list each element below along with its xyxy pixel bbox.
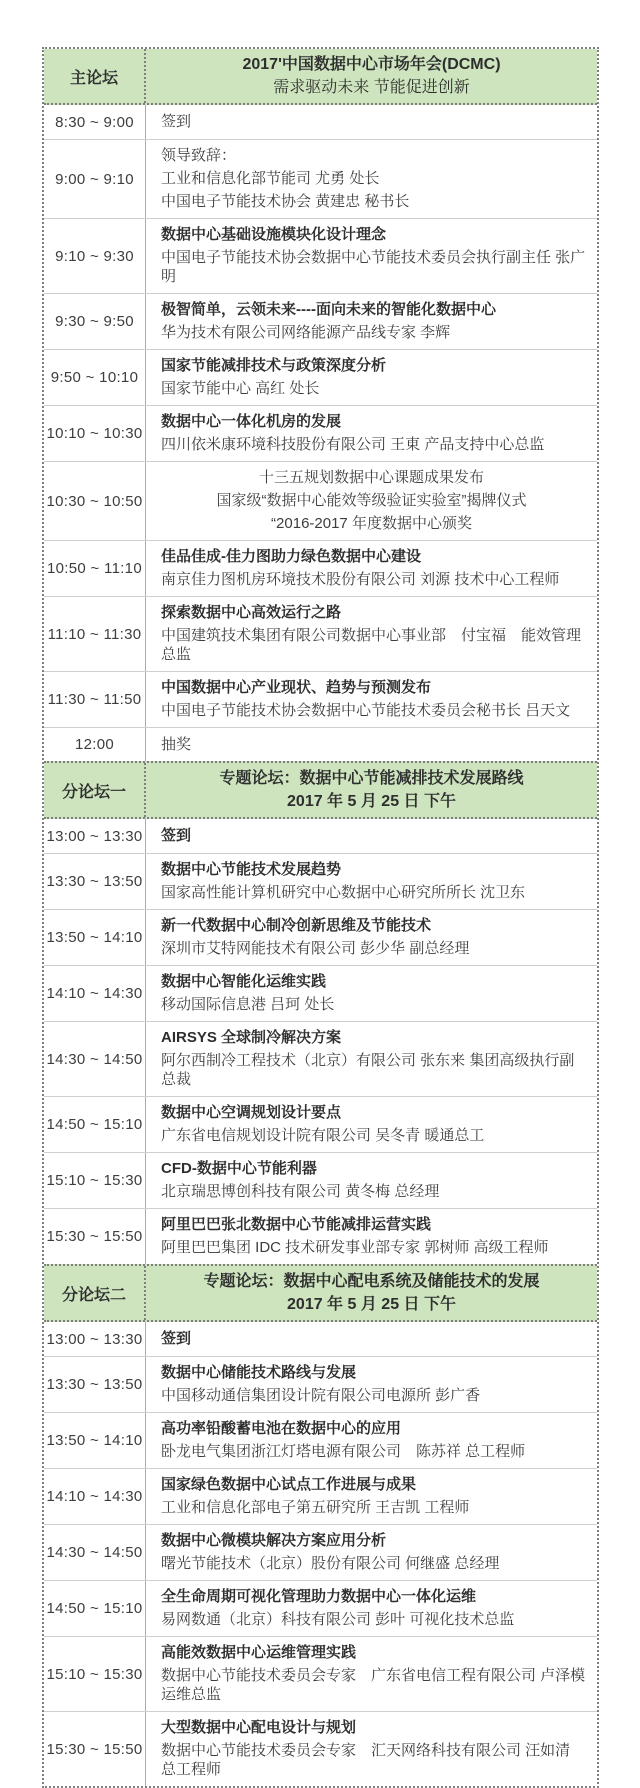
time-cell: 15:10 ~ 15:30 (44, 1153, 146, 1208)
talk-detail: 中国电子节能技术协会 黄建忠 秘书长 (161, 193, 410, 210)
session-cell (146, 1209, 597, 1264)
talk-detail: 工业和信息化部节能司 尤勇 处长 (161, 170, 380, 187)
talk-detail: 北京瑞思博创科技有限公司 黄冬梅 总经理 (161, 1183, 440, 1200)
talk-detail: 中国建筑技术集团有限公司数据中心事业部 付宝福 能效管理总监 (161, 627, 582, 663)
talk-detail: 抽奖 (161, 735, 192, 753)
time-cell: 14:30 ~ 14:50 (44, 1525, 146, 1580)
time-cell: 10:50 ~ 11:10 (44, 541, 146, 596)
time-cell: 12:00 (44, 728, 146, 761)
schedule-row (44, 1152, 597, 1208)
talk-title: 数据中心储能技术路线与发展 (161, 1364, 357, 1381)
talk-detail: 数据中心节能技术委员会专家 广东省电信工程有限公司 卢泽模 运维总监 (161, 1667, 586, 1703)
talk-detail: 签到 (161, 113, 192, 130)
section-title-line: 2017'中国数据中心市场年会(DCMC) (242, 56, 501, 73)
schedule-row (44, 405, 597, 461)
session-cell (146, 406, 597, 461)
section-header-row (44, 1264, 597, 1322)
schedule-row (44, 1412, 597, 1468)
session-cell (146, 966, 597, 1021)
talk-title: 中国数据中心产业现状、趋势与预测发布 (161, 679, 432, 696)
section-title-block (146, 1266, 597, 1320)
time-cell: 14:50 ~ 15:10 (44, 1097, 146, 1152)
talk-title: 签到 (161, 1330, 192, 1347)
session-cell (146, 1413, 597, 1468)
session-cell (146, 1525, 597, 1580)
talk-title: AIRSYS 全球制冷解决方案 (161, 1029, 342, 1046)
time-cell: 9:30 ~ 9:50 (44, 294, 146, 349)
session-cell (146, 597, 597, 671)
session-cell (146, 105, 597, 139)
schedule-row (44, 671, 597, 727)
schedule-row (44, 1021, 597, 1096)
talk-detail: “2016-2017 年度数据中心颁奖 (271, 515, 472, 532)
talk-detail: 深圳市艾特网能技术有限公司 彭少华 副总经理 (161, 940, 470, 957)
session-cell (146, 1637, 597, 1711)
section-label: 主论坛 (44, 49, 146, 103)
session-cell (146, 819, 597, 853)
time-cell: 15:30 ~ 15:50 (44, 1712, 146, 1786)
session-cell (146, 1469, 597, 1524)
schedule-row (44, 596, 597, 671)
schedule-row (44, 1356, 597, 1412)
talk-detail: 华为技术有限公司网络能源产品线专家 李辉 (161, 324, 451, 341)
talk-detail: 移动国际信息港 吕珂 处长 (161, 996, 335, 1013)
section-title-line: 2017 年 5 月 25 日 下午 (287, 1296, 456, 1313)
schedule-row (44, 1096, 597, 1152)
schedule-row (44, 965, 597, 1021)
time-cell: 15:10 ~ 15:30 (44, 1637, 146, 1711)
schedule-row (44, 293, 597, 349)
time-cell: 9:00 ~ 9:10 (44, 140, 146, 218)
talk-detail: 十三五规划数据中心课题成果发布 (258, 469, 484, 486)
talk-detail: 国家高性能计算机研究中心数据中心研究所所长 沈卫东 (161, 884, 526, 901)
talk-detail: 阿里巴巴集团 IDC 技术研发事业部专家 郭树师 高级工程师 (161, 1239, 549, 1256)
talk-title: 数据中心空调规划设计要点 (161, 1104, 342, 1121)
session-cell (146, 1712, 597, 1786)
time-cell: 13:30 ~ 13:50 (44, 854, 146, 909)
schedule-table (42, 47, 599, 1788)
talk-title: 签到 (161, 827, 192, 844)
section-header-row (44, 49, 597, 105)
time-cell: 14:50 ~ 15:10 (44, 1581, 146, 1636)
session-cell (146, 1322, 597, 1356)
schedule-row (44, 1711, 597, 1786)
schedule-row (44, 139, 597, 218)
talk-detail: 阿尔西制冷工程技术（北京）有限公司 张东来 集团高级执行副总裁 (161, 1052, 575, 1088)
schedule-row (44, 349, 597, 405)
time-cell: 13:30 ~ 13:50 (44, 1357, 146, 1412)
session-cell (146, 1153, 597, 1208)
talk-title: 阿里巴巴张北数据中心节能减排运营实践 (161, 1216, 432, 1233)
time-cell: 11:10 ~ 11:30 (44, 597, 146, 671)
schedule-row (44, 218, 597, 293)
time-cell: 13:00 ~ 13:30 (44, 819, 146, 853)
section-header-row (44, 761, 597, 819)
talk-title: 数据中心一体化机房的发展 (161, 413, 342, 430)
schedule-row (44, 540, 597, 596)
talk-title: 全生命周期可视化管理助力数据中心一体化运维 (161, 1588, 477, 1605)
session-cell (146, 672, 597, 727)
talk-title: CFD-数据中心节能利器 (161, 1160, 317, 1177)
time-cell: 8:30 ~ 9:00 (44, 105, 146, 139)
section-title-line: 需求驱动未来 节能促进创新 (273, 79, 470, 96)
session-cell (146, 854, 597, 909)
schedule-row (44, 1580, 597, 1636)
section-title-block (146, 763, 597, 817)
schedule-row (44, 461, 597, 540)
session-cell (146, 1022, 597, 1096)
talk-title: 数据中心智能化运维实践 (161, 973, 327, 990)
talk-detail: 国家节能中心 高红 处长 (161, 380, 320, 397)
time-cell: 13:00 ~ 13:30 (44, 1322, 146, 1356)
talk-title: 数据中心节能技术发展趋势 (161, 861, 342, 878)
talk-detail: 卧龙电气集团浙江灯塔电源有限公司 陈苏祥 总工程师 (161, 1443, 526, 1460)
talk-title: 国家节能减排技术与政策深度分析 (161, 357, 387, 374)
schedule-row (44, 727, 597, 761)
talk-detail: 工业和信息化部电子第五研究所 王吉凯 工程师 (161, 1499, 470, 1516)
section-title-line: 专题论坛：数据中心配电系统及储能技术的发展 (203, 1273, 540, 1290)
talk-title: 数据中心基础设施模块化设计理念 (161, 226, 387, 243)
schedule-row (44, 819, 597, 853)
session-cell (146, 140, 597, 218)
time-cell: 10:10 ~ 10:30 (44, 406, 146, 461)
session-cell (146, 350, 597, 405)
time-cell: 13:50 ~ 14:10 (44, 1413, 146, 1468)
section-title-line: 专题论坛：数据中心节能减排技术发展路线 (219, 770, 524, 787)
schedule-row (44, 1468, 597, 1524)
session-cell (146, 1581, 597, 1636)
talk-detail: 四川依米康环境科技股份有限公司 王東 产品支持中心总监 (161, 436, 545, 453)
schedule-section (44, 49, 597, 761)
time-cell: 9:50 ~ 10:10 (44, 350, 146, 405)
talk-detail: 曙光节能技术（北京）股份有限公司 何继盛 总经理 (161, 1555, 500, 1572)
time-cell: 15:30 ~ 15:50 (44, 1209, 146, 1264)
time-cell: 10:30 ~ 10:50 (44, 462, 146, 540)
talk-detail: 南京佳力图机房环境技术股份有限公司 刘源 技术中心工程师 (161, 571, 560, 588)
talk-title: 国家绿色数据中心试点工作进展与成果 (161, 1476, 417, 1493)
talk-title: 探索数据中心高效运行之路 (161, 604, 342, 621)
talk-title: 大型数据中心配电设计与规划 (161, 1719, 357, 1736)
session-cell (146, 541, 597, 596)
session-cell (146, 462, 597, 540)
talk-title: 佳品佳成-佳力图助力绿色数据中心建设 (161, 548, 421, 565)
talk-detail: 中国电子节能技术协会数据中心节能技术委员会执行副主任 张广明 (161, 249, 586, 285)
session-cell (146, 294, 597, 349)
schedule-row (44, 105, 597, 139)
section-title-line: 2017 年 5 月 25 日 下午 (287, 793, 456, 810)
time-cell: 14:30 ~ 14:50 (44, 1022, 146, 1096)
time-cell: 9:10 ~ 9:30 (44, 219, 146, 293)
talk-title: 高能效数据中心运维管理实践 (161, 1644, 357, 1661)
schedule-row (44, 909, 597, 965)
session-cell (146, 219, 597, 293)
schedule-row (44, 1524, 597, 1580)
section-label: 分论坛二 (44, 1266, 146, 1320)
time-cell: 14:10 ~ 14:30 (44, 1469, 146, 1524)
time-cell: 13:50 ~ 14:10 (44, 910, 146, 965)
talk-detail: 数据中心节能技术委员会专家 汇天网络科技有限公司 汪如清 总工程师 (161, 1742, 571, 1778)
schedule-row (44, 1208, 597, 1264)
schedule-row (44, 853, 597, 909)
session-cell (146, 1097, 597, 1152)
session-cell (146, 910, 597, 965)
talk-title: 数据中心微模块解决方案应用分析 (161, 1532, 387, 1549)
talk-title: 新一代数据中心制冷创新思维及节能技术 (161, 917, 432, 934)
schedule-section (44, 761, 597, 1264)
talk-detail: 国家级“数据中心能效等级验证实验室”揭牌仪式 (216, 492, 527, 509)
session-cell (146, 1357, 597, 1412)
talk-detail: 中国电子节能技术协会数据中心节能技术委员会秘书长 吕天文 (161, 702, 571, 719)
section-title-block (146, 49, 597, 103)
schedule-row (44, 1636, 597, 1711)
schedule-row (44, 1322, 597, 1356)
time-cell: 11:30 ~ 11:50 (44, 672, 146, 727)
time-cell: 14:10 ~ 14:30 (44, 966, 146, 1021)
talk-detail: 广东省电信规划设计院有限公司 吴冬青 暖通总工 (161, 1127, 485, 1144)
talk-title: 高功率铅酸蓄电池在数据中心的应用 (161, 1420, 402, 1437)
talk-detail: 领导致辞： (161, 147, 237, 164)
talk-detail: 易网数通（北京）科技有限公司 彭叶 可视化技术总监 (161, 1611, 515, 1628)
section-label: 分论坛一 (44, 763, 146, 817)
talk-title: 极智简单，云领未来----面向未来的智能化数据中心 (161, 301, 496, 318)
talk-detail: 中国移动通信集团设计院有限公司电源所 彭广香 (161, 1387, 481, 1404)
session-cell (146, 728, 597, 761)
schedule-section (44, 1264, 597, 1786)
